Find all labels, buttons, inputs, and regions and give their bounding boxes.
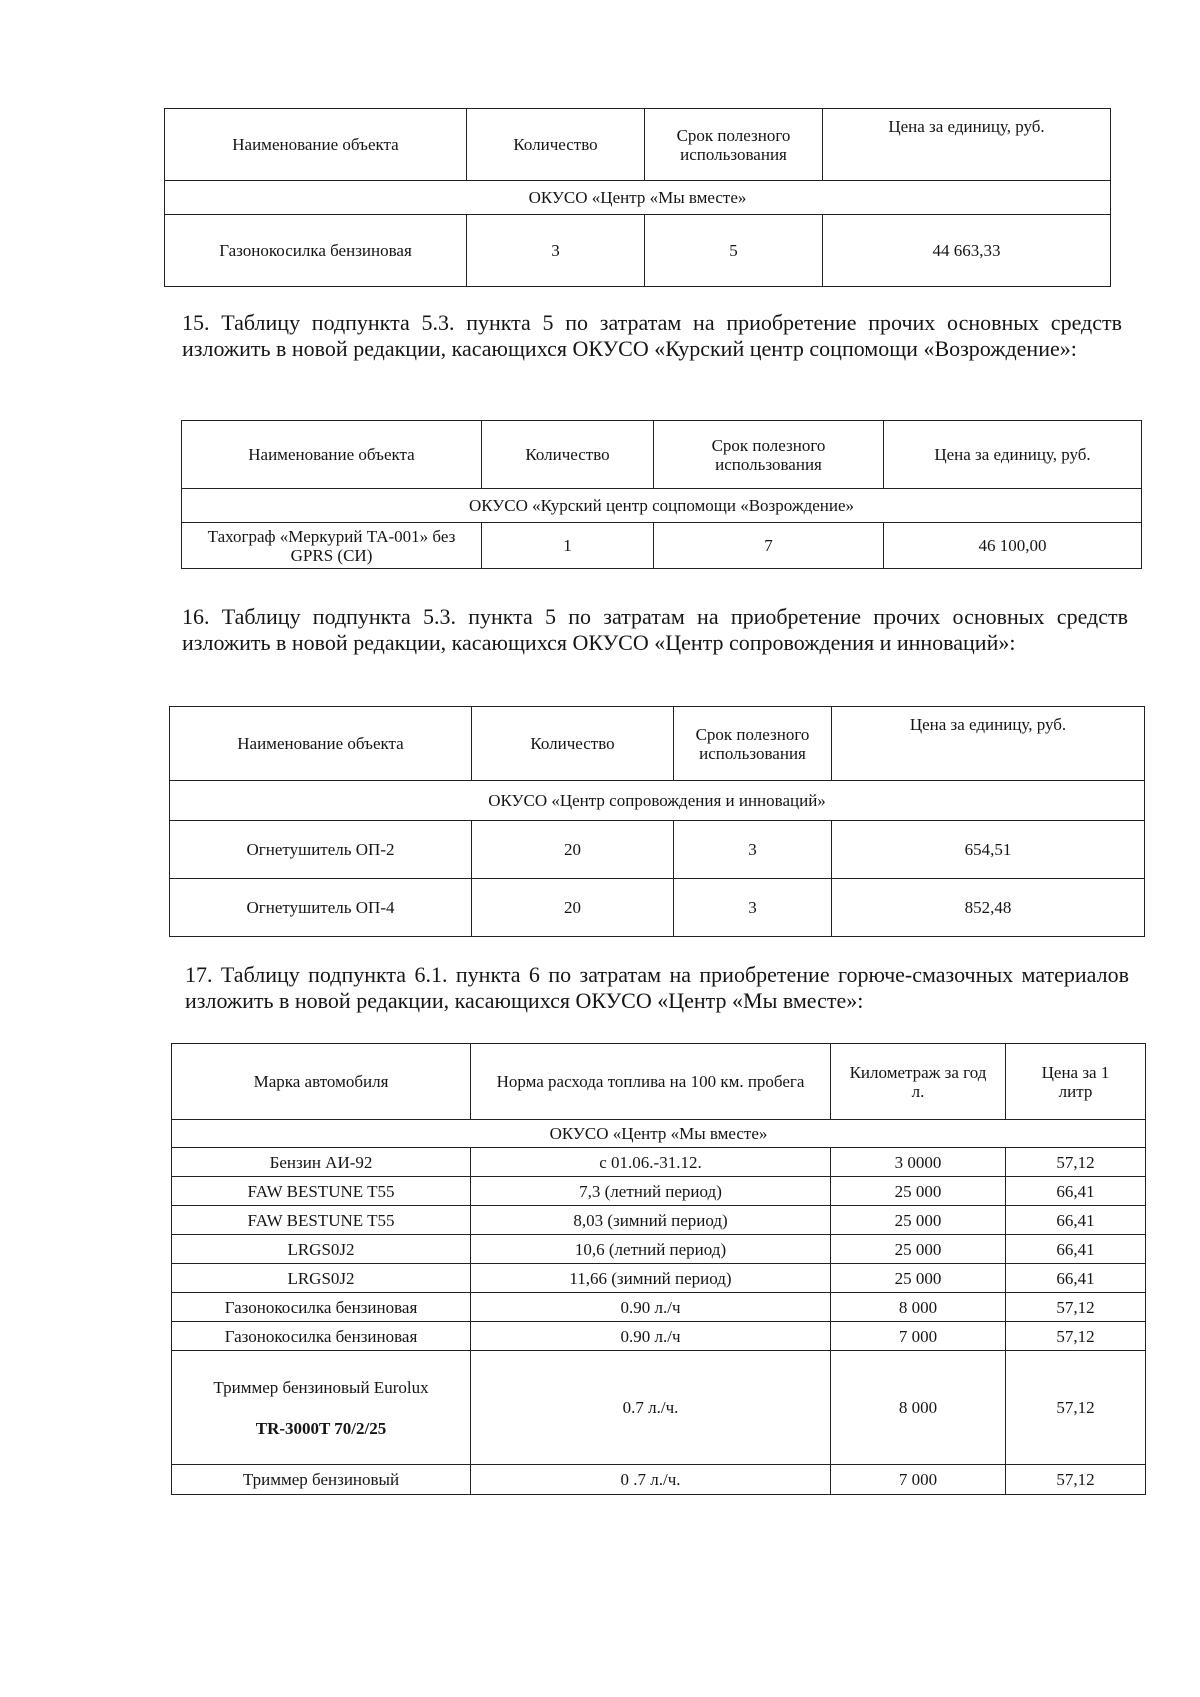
table-4 <box>171 1043 1146 1495</box>
header-cell: Марка автомобиля <box>172 1044 471 1120</box>
table-row <box>172 1235 1146 1264</box>
org-cell: ОКУСО «Центр «Мы вместе» <box>172 1120 1146 1148</box>
table-cell: 11,66 (зимний период) <box>471 1264 831 1293</box>
table-cell: 8 000 <box>831 1293 1006 1322</box>
table-cell: 654,51 <box>832 821 1145 879</box>
table-cell: 57,12 <box>1006 1351 1146 1465</box>
table-row <box>172 1206 1146 1235</box>
table-cell: 25 000 <box>831 1264 1006 1293</box>
table-cell: 7 <box>654 523 884 569</box>
org-row <box>170 781 1145 821</box>
table-row <box>170 879 1145 937</box>
table-cell: 25 000 <box>831 1177 1006 1206</box>
table-cell: 8 000 <box>831 1351 1006 1465</box>
table-row-trimmer <box>172 1351 1146 1465</box>
table-cell: Огнетушитель ОП-4 <box>170 879 472 937</box>
table-cell: 3 <box>674 821 832 879</box>
table-cell: 66,41 <box>1006 1264 1146 1293</box>
table-cell: 57,12 <box>1006 1148 1146 1177</box>
header-cell: Количество <box>472 707 674 781</box>
header-cell: Срок полезного использования <box>674 707 832 781</box>
table-cell: 20 <box>472 879 674 937</box>
org-row <box>165 181 1111 215</box>
header-cell: Цена за 1 литр <box>1006 1044 1146 1120</box>
table-cell: 3 <box>674 879 832 937</box>
table-cell: 5 <box>645 215 823 287</box>
header-cell: Наименование объекта <box>182 421 482 489</box>
trimmer-name-line1: Триммер бензиновый Eurolux <box>213 1377 429 1397</box>
trimmer-name-line2: TR-3000T 70/2/25 <box>255 1418 387 1438</box>
table-cell: 7 000 <box>831 1465 1006 1495</box>
header-cell: Срок полезного использования <box>654 421 884 489</box>
table-cell: 3 0000 <box>831 1148 1006 1177</box>
table-cell: Газонокосилка бензиновая <box>172 1293 471 1322</box>
table-cell: Бензин АИ-92 <box>172 1148 471 1177</box>
table-cell: FAW BESTUNE T55 <box>172 1206 471 1235</box>
table-header-row <box>165 109 1111 181</box>
table-cell: 25 000 <box>831 1206 1006 1235</box>
table-cell: 10,6 (летний период) <box>471 1235 831 1264</box>
table-cell: с 01.06.-31.12. <box>471 1148 831 1177</box>
table-row <box>182 523 1142 569</box>
table-cell: Газонокосилка бензиновая <box>172 1322 471 1351</box>
trimmer-name-cell <box>172 1351 471 1465</box>
table-cell: LRGS0J2 <box>172 1235 471 1264</box>
table-1 <box>164 108 1111 287</box>
header-cell: Норма расхода топлива на 100 км. пробега <box>471 1044 831 1120</box>
table-row <box>172 1465 1146 1495</box>
table-3 <box>169 706 1145 937</box>
table-cell: Газонокосилка бензиновая <box>165 215 467 287</box>
org-row <box>182 489 1142 523</box>
org-cell: ОКУСО «Центр сопровождения и инноваций» <box>170 781 1145 821</box>
table-row <box>172 1322 1146 1351</box>
paragraph-17: 17. Таблицу подпункта 6.1. пункта 6 по затратам на приобретение горюче-смазочных материалов изложить в новой редакции, касающихся ОКУСО «Центр «Мы вместе»: <box>185 962 1129 1013</box>
table-2 <box>181 420 1142 569</box>
header-cell: Наименование объекта <box>170 707 472 781</box>
table-cell: 0.7 л./ч. <box>471 1351 831 1465</box>
table-cell: 57,12 <box>1006 1322 1146 1351</box>
header-cell: Цена за единицу, руб. <box>884 421 1142 489</box>
table-cell: 852,48 <box>832 879 1145 937</box>
paragraph-16: 16. Таблицу подпункта 5.3. пункта 5 по затратам на приобретение прочих основных средств изложить в новой редакции, касающихся ОКУСО «Центр сопровождения и инноваций»: <box>182 604 1128 655</box>
table-cell: 66,41 <box>1006 1206 1146 1235</box>
paragraph-15: 15. Таблицу подпункта 5.3. пункта 5 по затратам на приобретение прочих основных средств изложить в новой редакции, касающихся ОКУСО «Курский центр соцпомощи «Возрождение»: <box>182 310 1122 361</box>
table-cell: 46 100,00 <box>884 523 1142 569</box>
header-cell: Цена за единицу, руб. <box>823 109 1111 181</box>
header-cell: Срок полезного использования <box>645 109 823 181</box>
table-cell: 0 .7 л./ч. <box>471 1465 831 1495</box>
header-cell: Наименование объекта <box>165 109 467 181</box>
table-cell: 20 <box>472 821 674 879</box>
table-cell: LRGS0J2 <box>172 1264 471 1293</box>
table-row <box>172 1293 1146 1322</box>
table-cell: 25 000 <box>831 1235 1006 1264</box>
table-row <box>172 1148 1146 1177</box>
table-cell: 1 <box>482 523 654 569</box>
table-cell: Огнетушитель ОП-2 <box>170 821 472 879</box>
header-cell: Количество <box>467 109 645 181</box>
table-row <box>172 1177 1146 1206</box>
table-header-row <box>172 1044 1146 1120</box>
table-cell: 0.90 л./ч <box>471 1293 831 1322</box>
table-cell: 8,03 (зимний период) <box>471 1206 831 1235</box>
table-row <box>170 821 1145 879</box>
table-cell: FAW BESTUNE T55 <box>172 1177 471 1206</box>
org-cell: ОКУСО «Центр «Мы вместе» <box>165 181 1111 215</box>
table-row <box>172 1264 1146 1293</box>
table-cell: Триммер бензиновый <box>172 1465 471 1495</box>
org-cell: ОКУСО «Курский центр соцпомощи «Возрождение» <box>182 489 1142 523</box>
table-cell: Тахограф «Меркурий ТА-001» без GPRS (СИ) <box>182 523 482 569</box>
header-cell: Количество <box>482 421 654 489</box>
table-cell: 0.90 л./ч <box>471 1322 831 1351</box>
table-cell: 44 663,33 <box>823 215 1111 287</box>
header-cell: Цена за единицу, руб. <box>832 707 1145 781</box>
table-cell: 7,3 (летний период) <box>471 1177 831 1206</box>
table-header-row <box>170 707 1145 781</box>
org-row <box>172 1120 1146 1148</box>
table-cell: 57,12 <box>1006 1293 1146 1322</box>
table-cell: 66,41 <box>1006 1235 1146 1264</box>
table-row <box>165 215 1111 287</box>
table-cell: 57,12 <box>1006 1465 1146 1495</box>
table-cell: 66,41 <box>1006 1177 1146 1206</box>
table-cell: 3 <box>467 215 645 287</box>
header-cell: Километраж за год л. <box>831 1044 1006 1120</box>
table-cell: 7 000 <box>831 1322 1006 1351</box>
table-header-row <box>182 421 1142 489</box>
